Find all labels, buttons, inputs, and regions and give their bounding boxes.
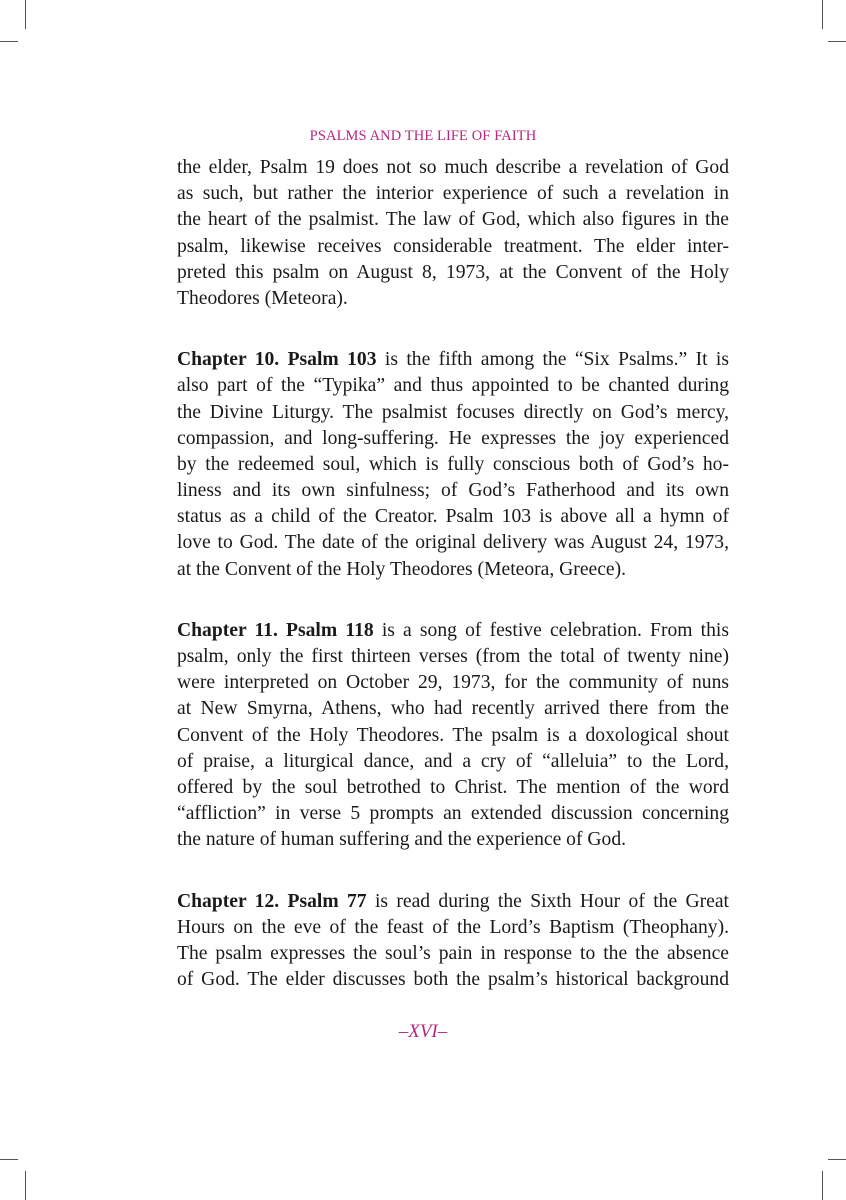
line-text: as such, but rather the interior experience of such a revelation in: [177, 183, 729, 205]
line-text: Theodores (Meteora).: [177, 287, 348, 309]
line-text: also part of the “Typika” and thus appointed to be chanted during: [177, 375, 729, 397]
crop-mark-bottom-left-vertical: [25, 1171, 26, 1200]
text-line: [177, 723, 729, 749]
text-line: [177, 478, 729, 504]
running-header: PSALMS AND THE LIFE OF FAITH: [309, 128, 537, 144]
line-text: of God. The elder discusses both the psalm’s historical background: [177, 969, 729, 991]
line-text: Hours on the eve of the feast of the Lord’s Baptism (Theophany).: [177, 916, 729, 938]
text-line: [177, 286, 729, 312]
text-line: [177, 530, 729, 556]
chapter-heading: Chapter 11. Psalm 118: [177, 619, 374, 641]
text-line: [177, 749, 729, 775]
line-text: “affliction” in verse 5 prompts an extended discussion concerning: [177, 803, 729, 825]
text-line: [177, 915, 729, 941]
line-text: is the fifth among the “Six Psalms.” It is: [376, 349, 729, 371]
line-text: love to God. The date of the original delivery was August 24, 1973,: [177, 532, 729, 554]
crop-mark-top-left-vertical: [25, 0, 26, 29]
paragraph: [177, 347, 729, 583]
text-line: [177, 696, 729, 722]
line-text: at the Convent of the Holy Theodores (Meteora, Greece).: [177, 558, 627, 580]
text-line: [177, 827, 729, 853]
line-text: by the redeemed soul, which is fully conscious both of God’s ho-: [177, 453, 729, 475]
line-text: is a song of festive celebration. From this: [373, 619, 729, 641]
text-line: [177, 400, 729, 426]
paragraph: [177, 155, 729, 312]
line-text: Convent of the Holy Theodores. The psalm is a doxological shout: [177, 724, 729, 746]
crop-mark-bottom-right-vertical: [822, 1171, 823, 1200]
body-text: [177, 155, 729, 1028]
text-line: [177, 181, 729, 207]
text-line: [177, 373, 729, 399]
crop-mark-bottom-left-horizontal: [0, 1159, 18, 1160]
line-text: the heart of the psalmist. The law of God, which also figures in the: [177, 209, 729, 231]
text-line: [177, 452, 729, 478]
crop-mark-top-right-vertical: [822, 0, 823, 29]
text-line: [177, 941, 729, 967]
text-line: [177, 207, 729, 233]
chapter-heading: Chapter 12. Psalm 77: [177, 890, 367, 912]
text-line: [177, 801, 729, 827]
text-line: [177, 967, 729, 993]
text-line: [177, 155, 729, 181]
text-line: [177, 775, 729, 801]
text-line: [177, 618, 729, 644]
line-text: status as a child of the Creator. Psalm 103 is above all a hymn of: [177, 506, 729, 528]
text-line: [177, 504, 729, 530]
line-text: The psalm expresses the soul’s pain in response to the the absence: [177, 942, 729, 964]
line-text: psalm, likewise receives considerable treatment. The elder inter-: [177, 235, 729, 257]
crop-mark-top-right-horizontal: [828, 41, 846, 42]
line-text: psalm, only the first thirteen verses (from the total of twenty nine): [177, 646, 729, 667]
line-text: were interpreted on October 29, 1973, for the community of nuns: [177, 672, 729, 694]
crop-mark-bottom-right-horizontal: [828, 1159, 846, 1160]
line-text: the Divine Liturgy. The psalmist focuses directly on God’s mercy,: [177, 401, 729, 423]
page-number: –XVI–: [398, 1021, 448, 1042]
crop-mark-top-left-horizontal: [0, 41, 18, 42]
line-text: at New Smyrna, Athens, who had recently arrived there from the: [177, 698, 729, 720]
text-line: [177, 644, 729, 670]
text-line: [177, 426, 729, 452]
paragraph: [177, 618, 729, 854]
line-text: liness and its own sinfulness; of God’s Fatherhood and its own: [177, 480, 729, 502]
paragraph: [177, 889, 729, 994]
line-text: offered by the soul betrothed to Christ. The mention of the word: [177, 776, 729, 798]
chapter-heading: Chapter 10. Psalm 103: [177, 349, 377, 371]
line-text: of praise, a liturgical dance, and a cry of “alleluia” to the Lord,: [177, 750, 729, 772]
line-text: the nature of human suffering and the experience of God.: [177, 829, 627, 851]
line-text: compassion, and long-suffering. He expresses the joy experienced: [177, 427, 729, 449]
text-line: [177, 557, 729, 583]
text-line: [177, 670, 729, 696]
text-line: [177, 889, 729, 915]
line-text: the elder, Psalm 19 does not so much describe a revelation of God: [177, 157, 729, 178]
line-text: preted this psalm on August 8, 1973, at the Convent of the Holy: [177, 261, 729, 283]
text-line: [177, 347, 729, 373]
text-line: [177, 260, 729, 286]
text-line: [177, 234, 729, 260]
line-text: is read during the Sixth Hour of the Great: [366, 890, 729, 912]
